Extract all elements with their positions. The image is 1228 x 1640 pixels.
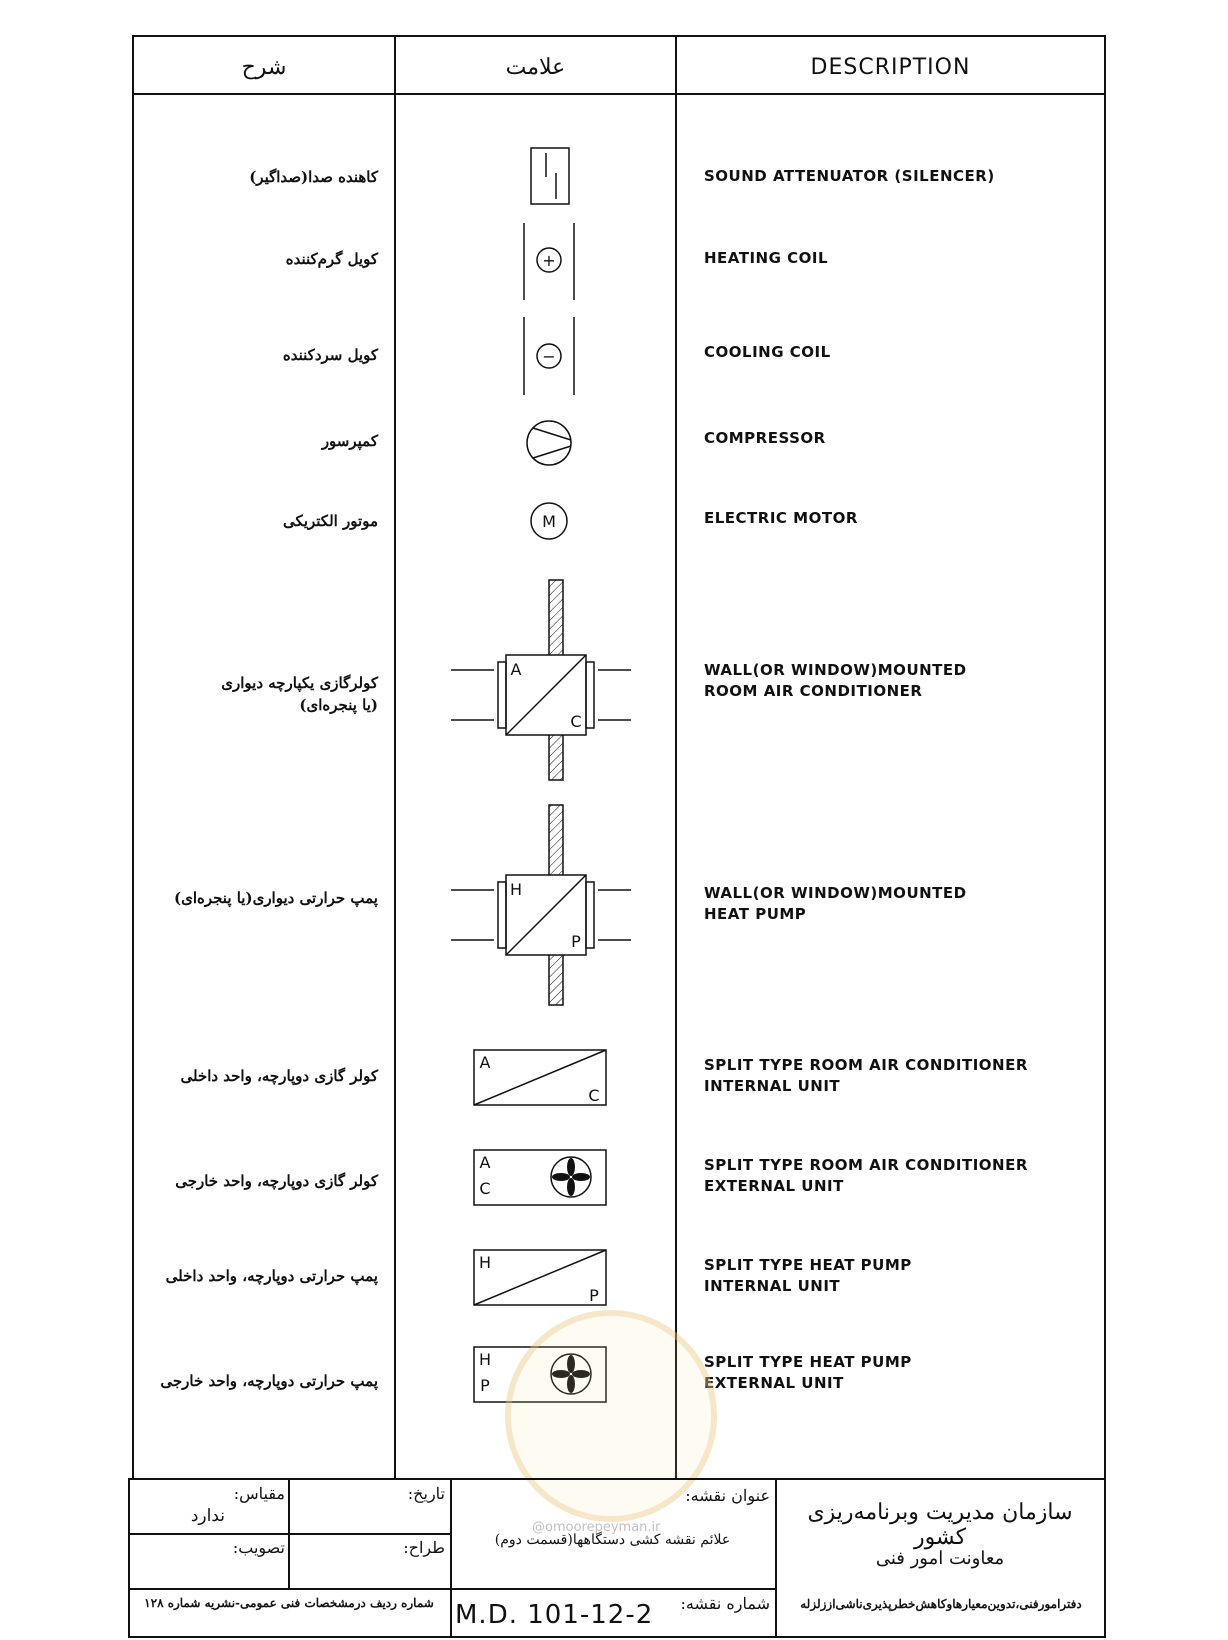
split-ac-ext-a: A [479, 1153, 491, 1172]
row-fa-sound-attenuator: کاهنده صدا(صداگیر) [249, 168, 378, 186]
titleblock-mid-1 [128, 1533, 450, 1535]
row-fa-heating-coil: کویل گرم‌کننده [285, 250, 378, 268]
sheet-number: M.D. 101-12-2 [455, 1600, 654, 1630]
date-label: تاریخ: [407, 1484, 445, 1503]
row-fa-split-hp-internal: پمپ حرارتی دوپارچه، واحد داخلی [165, 1267, 378, 1285]
split-ac-int-a: A [479, 1053, 491, 1072]
row-fa-wall-heat-pump: پمپ حرارتی دیواری(یا پنجره‌ای) [173, 889, 378, 907]
row-en-heating-coil: HEATING COIL [704, 249, 829, 267]
titleblock-mid-2 [128, 1588, 775, 1590]
titleblock-left [128, 1478, 130, 1638]
compressor-symbol [527, 421, 571, 465]
motor-letter: M [542, 512, 556, 531]
row-en-split-ac-external: SPLIT TYPE ROOM AIR CONDITIONER EXTERNAL UNIT [704, 1156, 1028, 1195]
titleblock-div-3 [775, 1478, 777, 1638]
sound-attenuator-symbol [531, 148, 569, 204]
row-fa-split-ac-internal: کولر گازی دوپارچه، واحد داخلی [180, 1067, 378, 1085]
row-en-split-ac-internal: SPLIT TYPE ROOM AIR CONDITIONER INTERNAL UNIT [704, 1056, 1028, 1095]
row-en-compressor: COMPRESSOR [704, 429, 826, 447]
header-description: DESCRIPTION [810, 55, 971, 80]
split-ac-int-c: C [588, 1086, 600, 1105]
symbols-column [396, 95, 675, 1475]
frame-top [132, 35, 1106, 37]
sheet-label: شماره نقشه: [680, 1594, 770, 1613]
row-en-electric-motor: ELECTRIC MOTOR [704, 509, 858, 527]
org-name: سازمان مدیریت وبرنامه‌ریزی کشور [807, 1500, 1073, 1550]
column-divider-2 [675, 35, 677, 1478]
split-hp-ext-h: H [478, 1350, 492, 1369]
wall-ac-c: C [570, 712, 582, 731]
row-fa-cooling-coil: کویل سردکننده [282, 346, 378, 364]
row-en-wall-heat-pump: WALL(OR WINDOW)MOUNTED HEAT PUMP [704, 884, 967, 923]
row-fa-split-hp-external: پمپ حرارتی دوپارچه، واحد خارجی [160, 1372, 378, 1390]
approval-label: تصویب: [232, 1538, 285, 1557]
header-persian-description: شرح [241, 55, 287, 80]
row-en-split-hp-external: SPLIT TYPE HEAT PUMP EXTERNAL UNIT [704, 1353, 912, 1392]
row-fa-split-ac-external: کولر گازی دوپارچه، واحد خارجی [175, 1172, 378, 1190]
plus-sign: + [542, 251, 556, 270]
split-hp-ext-p: P [480, 1376, 490, 1395]
scale-value: ندارد [190, 1506, 225, 1526]
row-fa-compressor: کمپرسور [321, 432, 378, 450]
wall-hp-h: H [509, 880, 523, 899]
wall-ac-symbol [451, 580, 631, 780]
titleblock-top [128, 1478, 1106, 1480]
row-en-sound-attenuator: SOUND ATTENUATOR (SILENCER) [704, 167, 995, 185]
titleblock-right [1104, 1478, 1106, 1638]
scale-label: مقیاس: [233, 1484, 285, 1503]
split-hp-internal-symbol [474, 1250, 606, 1305]
split-hp-int-p: P [589, 1286, 599, 1305]
title-value: علائم نقشه کشی دستگاهها(قسمت دوم) [494, 1532, 731, 1548]
title-label: عنوان نقشه: [685, 1486, 770, 1505]
header-symbol: علامت [505, 55, 566, 80]
org-department: معاونت امور فنی [875, 1548, 1005, 1569]
watermark-text: @omoorepeyman.ir [532, 1520, 661, 1535]
split-ac-ext-c: C [479, 1179, 491, 1198]
row-en-cooling-coil: COOLING COIL [704, 343, 831, 361]
spec-reference: شماره ردیف درمشخصات فنی عمومی-نشریه شماره ۱۲۸ [144, 1596, 434, 1610]
frame-right [1104, 35, 1106, 1478]
designer-label: طراح: [403, 1538, 445, 1557]
wall-ac-a: A [510, 660, 522, 679]
wall-hp-p: P [571, 932, 581, 951]
titleblock-bottom [128, 1636, 1106, 1638]
titleblock-div-2 [450, 1478, 452, 1638]
split-hp-int-h: H [478, 1253, 492, 1272]
row-fa-wall-ac: کولرگازی یکپارچه دیواری (یا پنجره‌ای) [221, 674, 378, 714]
row-fa-electric-motor: موتور الکتریکی [283, 512, 378, 530]
row-en-split-hp-internal: SPLIT TYPE HEAT PUMP INTERNAL UNIT [704, 1256, 912, 1295]
row-en-wall-ac: WALL(OR WINDOW)MOUNTED ROOM AIR CONDITIONER [704, 661, 967, 700]
wall-heat-pump-symbol [451, 805, 631, 1005]
org-office: دفترامورفنی،تدوین‌معیارهاوکاهش‌خطرپذیری‌ناشی‌اززلزله [800, 1597, 1082, 1611]
split-ac-internal-symbol [474, 1050, 606, 1105]
minus-sign: − [542, 347, 556, 366]
